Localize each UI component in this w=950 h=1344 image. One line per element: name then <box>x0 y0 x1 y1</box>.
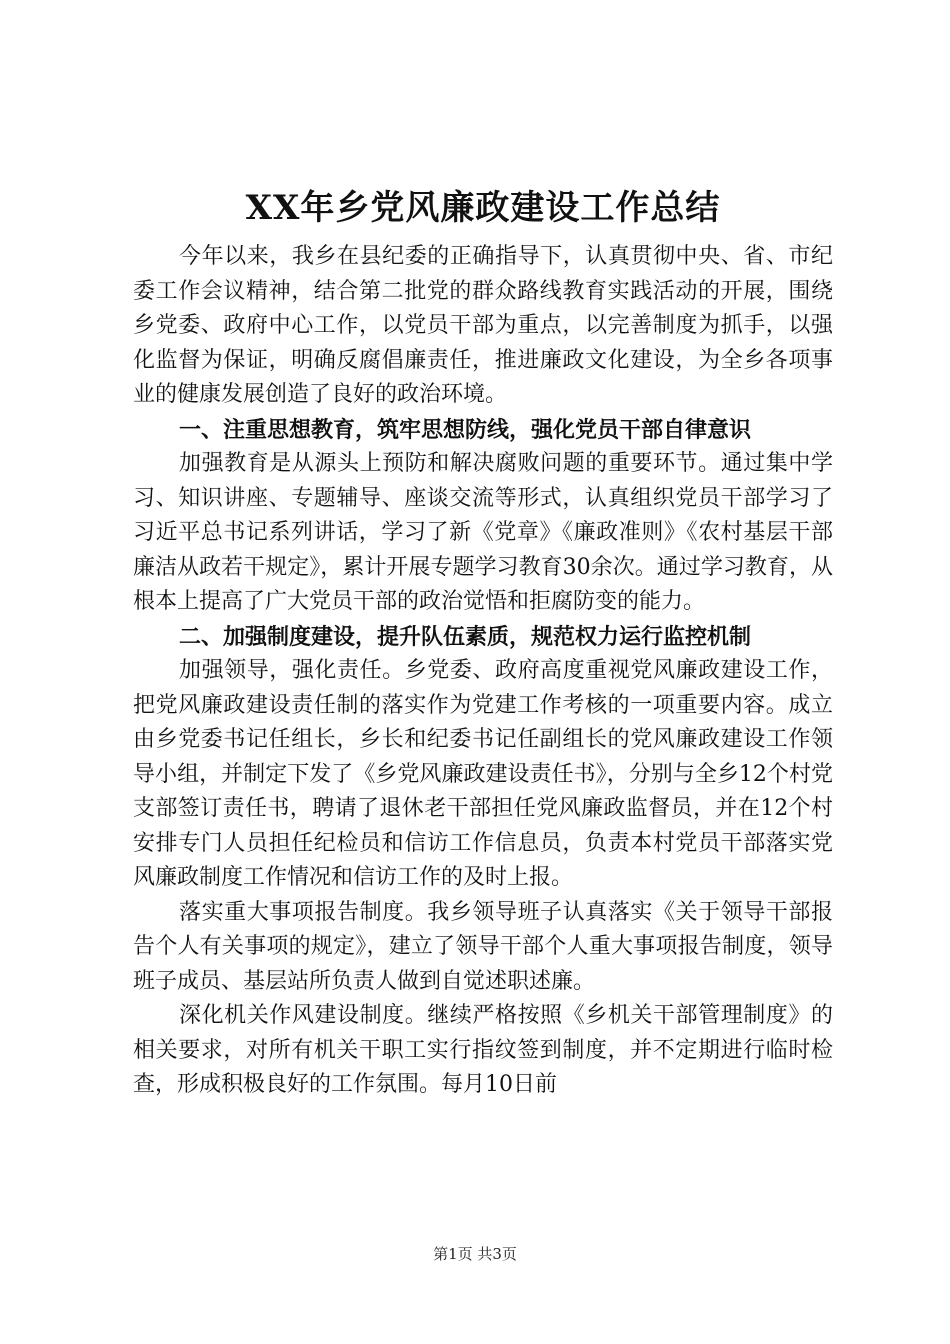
section-1-heading: 一、注重思想教育，筑牢思想防线，强化党员干部自律意识 <box>179 416 752 443</box>
section-2-paragraph-1: 加强领导，强化责任。乡党委、政府高度重视党风廉政建设工作，把党风廉政建设责任制的落实作为党建工作考核的一项重要内容。成立由乡党委书记任组长，乡长和纪委书记任副组长的党风廉政建设工作领导小组，并制定下发了《乡党风廉政建设责任书》，分别与全乡12个村党支部签订责任书，聘请了退休老干部担任党风廉政监督员，并在12个村安排专门人员担任纪检员和信访工作信息员，负责本村党员干部落实党风廉政制度工作情况和信访工作的及时上报。 <box>133 658 833 890</box>
intro-paragraph: 今年以来，我乡在县纪委的正确指导下，认真贯彻中央、省、市纪委工作会议精神，结合第二批党的群众路线教育实践活动的开展，围绕乡党委、政府中心工作，以党员干部为重点，以完善制度为抓手，以强化监督为保证，明确反腐倡廉责任，推进廉政文化建设，为全乡各项事业的健康发展创造了良好的政治环境。 <box>133 244 833 407</box>
document-title: XX年乡党风廉政建设工作总结 <box>245 188 721 228</box>
page-footer: 第1页 共3页 <box>433 1245 517 1263</box>
section-2-heading: 二、加强制度建设，提升队伍素质，规范权力运行监控机制 <box>179 623 752 650</box>
section-2-paragraph-2: 落实重大事项报告制度。我乡领导班子认真落实《关于领导干部报告个人有关事项的规定》，建立了领导干部个人重大事项报告制度，领导班子成员、基层站所负责人做到自觉述职述廉。 <box>133 899 833 994</box>
section-1-paragraph-1: 加强教育是从源头上预防和解决腐败问题的重要环节。通过集中学习、知识讲座、专题辅导、座谈交流等形式，认真组织党员干部学习了习近平总书记系列讲话，学习了新《党章》《廉政准则》《农村基层干部廉洁从政若干规定》，累计开展专题学习教育30余次。通过学习教育，从根本上提高了广大党员干部的政治觉悟和拒腐防变的能力。 <box>133 451 833 614</box>
section-2-paragraph-3: 深化机关作风建设制度。继续严格按照《乡机关干部管理制度》的相关要求，对所有机关干职工实行指纹签到制度，并不定期进行临时检查，形成积极良好的工作氛围。每月10日前 <box>133 1003 833 1097</box>
document-page <box>133 182 833 1103</box>
